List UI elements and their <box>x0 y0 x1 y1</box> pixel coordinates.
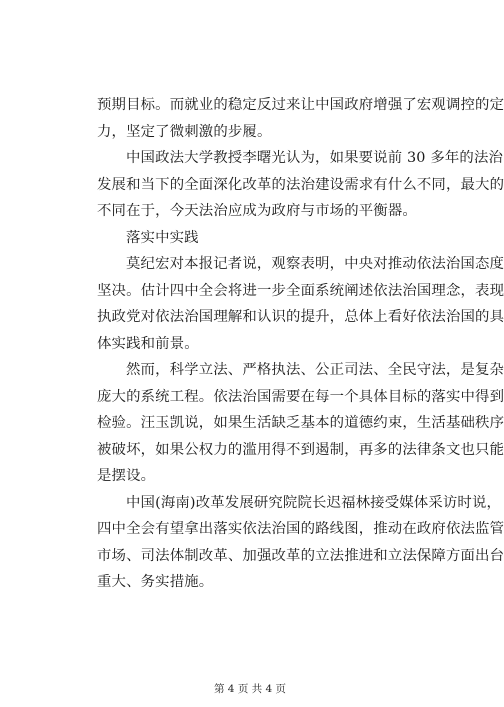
paragraph-first-line: 中国(海南)改革发展研究院院长迟福林接受媒体采访时说， <box>126 494 502 511</box>
paragraph-line: 执政党对依法治国理解和认识的提升，总体上看好依法治国的具 <box>97 309 504 325</box>
paragraph-first-line: 然而，科学立法、严格执法、公正司法、全民守法，是复杂 <box>126 362 504 378</box>
paragraph-line: 市场、司法体制改革、加强改革的立法推进和立法保障方面出台 <box>97 547 504 564</box>
paragraph-first-line: 落实中实践 <box>126 229 199 246</box>
paragraph-line: 重大、务实措施。 <box>97 574 214 590</box>
paragraph-line: 坚决。估计四中全会将进一步全面系统阐述依法治国理念，表现 <box>97 282 504 299</box>
paragraph-line: 体实践和前景。 <box>97 335 199 352</box>
paragraph-line: 四中全会有望拿出落实依法治国的路线图，推动在政府依法监管 <box>97 521 504 537</box>
paragraph-line: 不同在于，今天法治应成为政府与市场的平衡器。 <box>97 203 417 219</box>
paragraph-line: 发展和当下的全面深化改革的法治建设需求有什么不同，最大的 <box>97 176 504 193</box>
paragraph-line: 被破坏，如果公权力的滥用得不到遏制，再多的法律条文也只能 <box>97 441 504 458</box>
page-footer: 第 4 页 共 4 页 <box>213 683 287 695</box>
paragraph-line: 预期目标。而就业的稳定反过来让中国政府增强了宏观调控的定 <box>97 97 504 113</box>
paragraph-line: 力，坚定了微刺激的步履。 <box>97 123 272 140</box>
paragraph-line: 庞大的系统工程。依法治国需要在每一个具体目标的落实中得到 <box>97 388 504 405</box>
document-body <box>97 92 504 596</box>
paragraph-line: 是摆设。 <box>97 468 156 484</box>
paragraph-first-line: 中国政法大学教授李曙光认为，如果要说前 30 多年的法治 <box>126 150 504 166</box>
paragraph-first-line: 莫纪宏对本报记者说，观察表明，中央对推动依法治国态度 <box>126 256 504 272</box>
paragraph-line: 检验。汪玉凯说，如果生活缺乏基本的道德约束，生活基础秩序 <box>97 415 504 431</box>
